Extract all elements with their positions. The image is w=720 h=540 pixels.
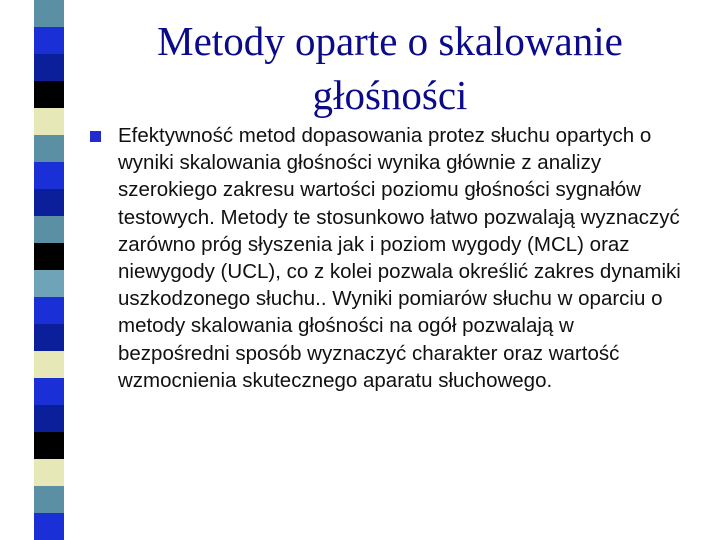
stripe-block bbox=[34, 162, 64, 189]
stripe-block bbox=[34, 297, 64, 324]
stripe-block bbox=[34, 405, 64, 432]
stripe-block bbox=[34, 27, 64, 54]
slide-title: Metody oparte o skalowanie głośności bbox=[157, 18, 623, 118]
stripe-block bbox=[34, 243, 64, 270]
stripe-block bbox=[34, 108, 64, 135]
stripe-block bbox=[34, 270, 64, 297]
stripe-block bbox=[34, 54, 64, 81]
bullet-square-icon bbox=[90, 131, 101, 142]
stripe-block bbox=[34, 432, 64, 459]
stripe-block bbox=[34, 351, 64, 378]
stripe-block bbox=[34, 216, 64, 243]
stripe-block bbox=[34, 324, 64, 351]
stripe-block bbox=[34, 81, 64, 108]
bullet-paragraph: Efektywność metod dopasowania protez słuchu opartych o wyniki skalowania głośności wynika głównie z analizy szerokiego zakresu wartości poziomu głośności sygnałów testowych. Metody te stosunkowo łatwo pozwalają wyznaczyć zarówno próg słyszenia jak i poziom wygody (MCL) oraz niewygody (UCL), co z kolei pozwala określić zakres dynamiki uszkodzonego słuchu.. Wyniki pomiarów słuchu w oparciu o metody skalowania głośności na ogół pozwalają w bezpośredni sposób wyznaczyć charakter oraz wartość wzmocnienia skutecznego aparatu słuchowego. bbox=[118, 124, 681, 392]
stripe-block bbox=[34, 459, 64, 486]
stripe-block bbox=[34, 135, 64, 162]
stripe-block bbox=[34, 0, 64, 27]
stripe-block bbox=[34, 486, 64, 513]
stripe-block bbox=[34, 378, 64, 405]
stripe-block bbox=[34, 189, 64, 216]
stripe-block bbox=[34, 513, 64, 540]
decorative-stripe bbox=[34, 0, 64, 540]
